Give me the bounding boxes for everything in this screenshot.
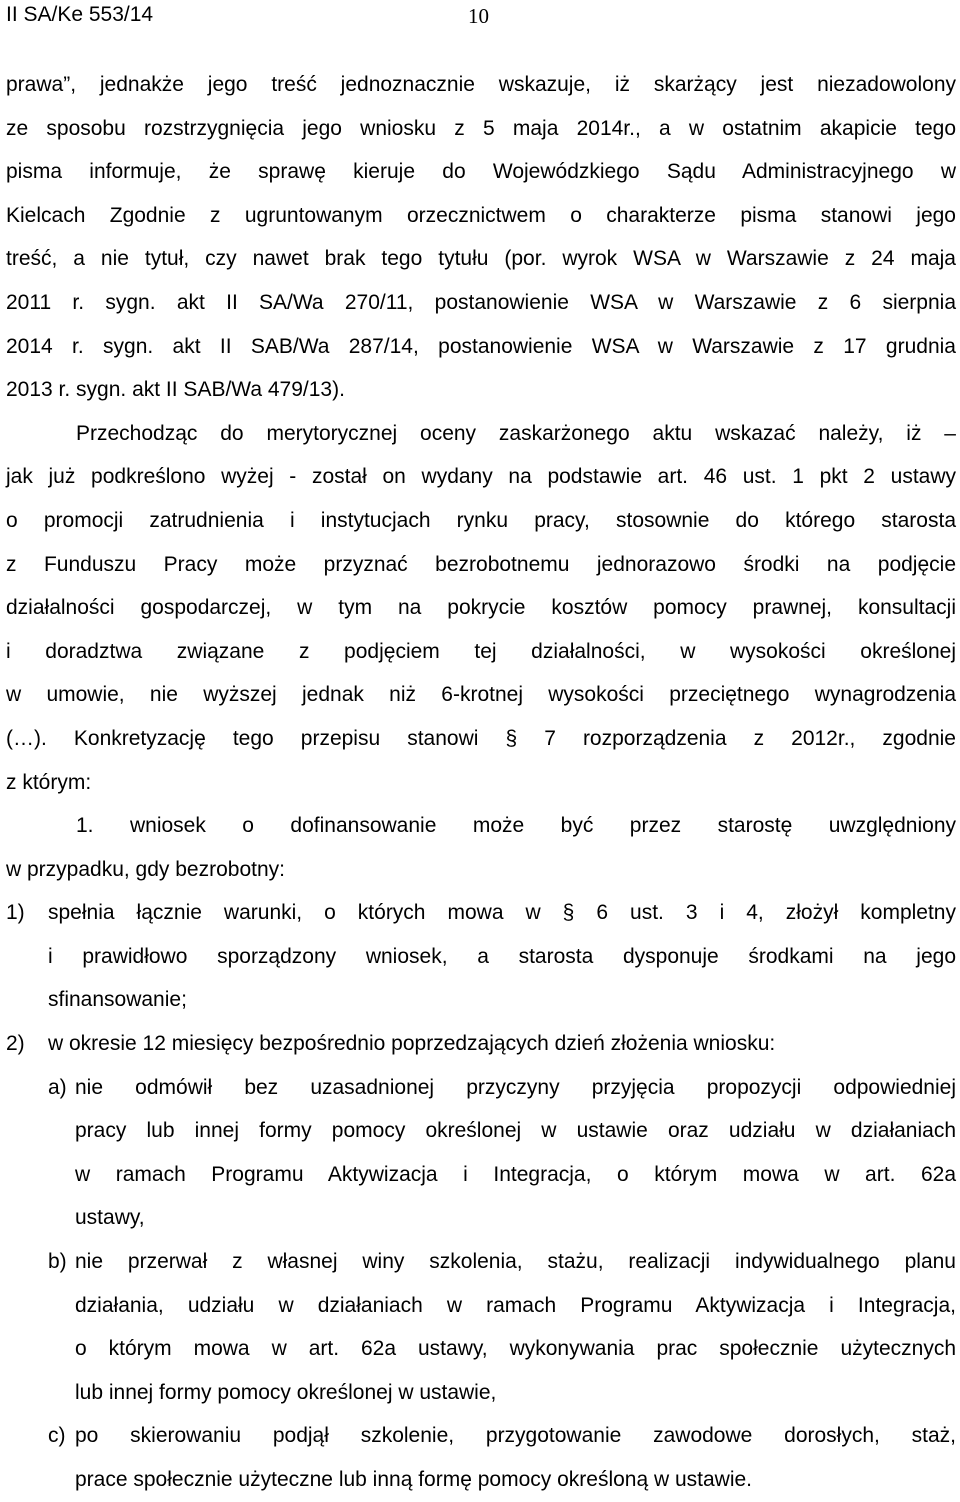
text-line: pracy lub innej formy pomocy określonej w ustawie oraz udziału w działaniach xyxy=(75,1119,956,1143)
text-line: Kielcach Zgodnie z ugruntowanym orzecznictwem o charakterze pisma stanowi jego xyxy=(6,203,956,227)
text-line: działania, udziału w działaniach w ramach Programu Aktywizacja i Integracja, xyxy=(75,1293,956,1317)
text-line: (…). Konkretyzację tego przepisu stanowi § 7 rozporządzenia z 2012r., zgodnie xyxy=(6,726,956,750)
text-line: prace społecznie użyteczne lub inną formę pomocy określoną w ustawie. xyxy=(75,1468,753,1491)
text-line: w ramach Programu Aktywizacja i Integracja, o którym mowa w art. 62a xyxy=(75,1162,956,1186)
list-marker: 1) xyxy=(6,901,25,925)
point-1-line: 1. wniosek o dofinansowanie może być przez starostę uwzględniony xyxy=(76,814,956,838)
text-line: ustawy, xyxy=(75,1206,145,1230)
text-line: lub innej formy pomocy określonej w ustawie, xyxy=(75,1380,497,1404)
sub-item-text: nie przerwał z własnej winy szkolenia, stażu, realizacji indywidualnego planu xyxy=(75,1250,956,1274)
text-line: 2011 r. sygn. akt II SA/Wa 270/11, postanowienie WSA w Warszawie z 6 sierpnia xyxy=(6,290,956,314)
list-item-text: w okresie 12 miesięcy bezpośrednio poprzedzających dzień złożenia wniosku: xyxy=(48,1032,776,1056)
list-item-2 xyxy=(6,1022,956,1066)
page-number: 10 xyxy=(468,4,489,28)
sub-item-a xyxy=(6,1066,956,1110)
document-body xyxy=(6,63,956,1502)
sub-marker: c) xyxy=(48,1424,66,1448)
text-line: działalności gospodarczej, w tym na pokrycie kosztów pomocy prawnej, konsultacji xyxy=(6,596,956,620)
text-line: w przypadku, gdy bezrobotny: xyxy=(6,857,285,881)
sub-item-b xyxy=(6,1240,956,1284)
text-line: o którym mowa w art. 62a ustawy, wykonywania prac społecznie użytecznych xyxy=(75,1337,956,1361)
text-line: 2014 r. sygn. akt II SAB/Wa 287/14, postanowienie WSA w Warszawie z 17 grudnia xyxy=(6,334,956,358)
text-line: sfinansowanie; xyxy=(48,988,187,1012)
text-line: prawa”, jednakże jego treść jednoznacznie wskazuje, iż skarżący jest niezadowolony xyxy=(6,73,956,96)
list-marker: 2) xyxy=(6,1032,25,1056)
list-item-1 xyxy=(6,891,956,935)
text-line: z którym: xyxy=(6,770,92,794)
text-line: jak już podkreślono wyżej - został on wydany na podstawie art. 46 ust. 1 pkt 2 ustawy xyxy=(6,465,956,489)
case-number: II SA/Ke 553/14 xyxy=(6,3,154,26)
text-line: z Funduszu Pracy może przyznać bezrobotnemu jednorazowo środki na podjęcie xyxy=(6,552,956,576)
sub-marker: b) xyxy=(48,1250,67,1274)
text-line: i doradztwa związane z podjęciem tej działalności, w wysokości określonej xyxy=(6,639,956,663)
sub-item-c xyxy=(6,1414,956,1458)
sub-item-text: po skierowaniu podjął szkolenie, przygotowanie zawodowe dorosłych, staż, xyxy=(75,1424,956,1448)
text-line: ze sposobu rozstrzygnięcia jego wniosku z 5 maja 2014r., a w ostatnim akapicie tego xyxy=(6,116,956,140)
sub-marker: a) xyxy=(48,1075,67,1099)
list-item-text: spełnia łącznie warunki, o których mowa w § 6 ust. 3 i 4, złożył kompletny xyxy=(48,901,956,925)
sub-item-text: nie odmówił bez uzasadnionej przyczyny przyjęcia propozycji odpowiedniej xyxy=(75,1075,956,1099)
text-line: 2013 r. sygn. akt II SAB/Wa 479/13). xyxy=(6,378,345,402)
text-line: treść, a nie tytuł, czy nawet brak tego tytułu (por. wyrok WSA w Warszawie z 24 maja xyxy=(6,247,956,271)
text-line: i prawidłowo sporządzony wniosek, a starosta dysponuje środkami na jego xyxy=(48,944,956,968)
text-line: o promocji zatrudnienia i instytucjach rynku pracy, stosownie do którego starosta xyxy=(6,508,956,532)
page-header xyxy=(0,0,960,34)
text-line: pisma informuje, że sprawę kieruje do Wojewódzkiego Sądu Administracyjnego w xyxy=(6,160,956,184)
paragraph-first-line: Przechodząc do merytorycznej oceny zaskarżonego aktu wskazać należy, iż – xyxy=(76,421,956,445)
text-line: w umowie, nie wyższej jednak niż 6-krotnej wysokości przeciętnego wynagrodzenia xyxy=(6,683,956,707)
